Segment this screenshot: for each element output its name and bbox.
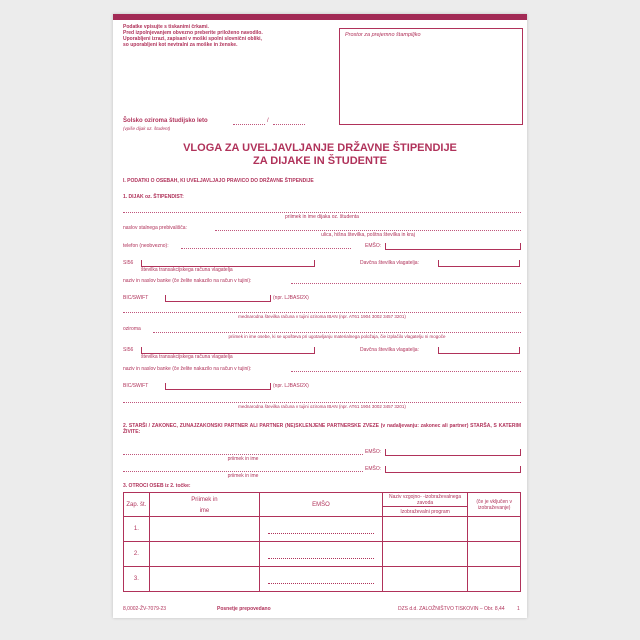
child-included-cell[interactable]	[468, 517, 521, 542]
col-header-program: Izobraževalni program	[382, 507, 468, 517]
school-year-caption: (vpiše dijak oz. študent)	[123, 126, 171, 131]
iban-field-2[interactable]	[123, 402, 521, 403]
student-emso-label: EMŠO:	[365, 243, 382, 249]
notice-line: Podatke vpisujte s tiskanimi črkami.	[123, 24, 209, 30]
or-label: oziroma	[123, 326, 141, 332]
child-school-cell[interactable]	[382, 567, 468, 592]
sis-caption-2: številka transakcijskega računa vlagatelja	[141, 354, 233, 360]
col-header-school: Naziv vzgojno- -izobraževalnega zavoda	[382, 493, 468, 507]
row-number: 3.	[124, 567, 150, 592]
section1-sub2: 2. STARŠI / ZAKONEC, ZUNAJZAKONSKI PARTNER ALI PARTNER (NE)SKLENJENE PARTNERSKE ZVEZE (v nadaljevanju: zakonec ali partner) STARŠA, S KATERIM ŽIVITE:	[123, 423, 521, 435]
parent2-emso-label: EMŠO:	[365, 466, 382, 472]
school-year-start-field[interactable]	[233, 124, 265, 125]
bank-field[interactable]	[291, 283, 521, 284]
bic-label-2: BIC/SWIFT	[123, 383, 149, 389]
parent2-emso-field[interactable]	[385, 466, 521, 473]
footer-code: 8,0002-ŽV-7079-23	[123, 606, 167, 612]
row-number: 1.	[124, 517, 150, 542]
table-row	[124, 567, 521, 592]
alt-person-field[interactable]	[153, 332, 521, 333]
notice-line: Pred izpolnjevanjem obvezno preberite priloženo navodilo.	[123, 30, 263, 36]
child-emso-cell[interactable]	[260, 517, 383, 542]
child-school-cell[interactable]	[382, 542, 468, 567]
section1-sub1: 1. DIJAK oz. ŠTIPENDIST:	[123, 194, 184, 200]
child-name-cell[interactable]	[149, 542, 259, 567]
bank-label-2: naziv in naslov banke (če želite nakazilo na račun v tujini):	[123, 366, 252, 372]
phone-label: telefon (neobvezno):	[123, 243, 169, 249]
parent1-name-field[interactable]	[123, 454, 363, 455]
parent1-emso-label: EMŠO:	[365, 449, 382, 455]
stamp-box	[339, 28, 523, 125]
iban-caption: mednarodna številka računa v tujini oziroma IBAN (npr. AT61 1904 3002 3457 3201)	[238, 314, 406, 319]
child-included-cell[interactable]	[468, 567, 521, 592]
phone-field[interactable]	[181, 248, 351, 249]
top-accent-bar	[113, 14, 527, 20]
bank-field-2[interactable]	[291, 371, 521, 372]
parent2-name-caption: priimek in ime	[227, 473, 259, 479]
notice-line: so uporabljeni kot nevtralni za moške in ženske.	[123, 42, 238, 48]
school-year-end-field[interactable]	[273, 124, 305, 125]
bic-hint-2: (npr. LJBASI2X)	[273, 383, 309, 389]
sis-account-field[interactable]	[141, 260, 315, 267]
school-year-separator: /	[267, 118, 269, 124]
school-year-label: Šolsko oziroma študijsko leto	[123, 118, 208, 124]
address-caption: ulica, hišna številka, poštna številka in kraj	[321, 232, 415, 238]
child-school-cell[interactable]	[382, 517, 468, 542]
col-header-surname: Priimek in	[149, 493, 259, 507]
alt-person-caption: priimek in ime osebe, ki se upošteva pri ugotavljanju materialnega položaja, čie izplačilo vlagatelju ni mogoče	[228, 334, 446, 339]
table-row	[124, 517, 521, 542]
bank-label: naziv in naslov banke (če želite nakazilo na račun v tujini):	[123, 278, 252, 284]
bic-hint: (npr. LJBASI2X)	[273, 295, 309, 301]
sis-label: SI56	[123, 260, 134, 266]
stamp-box-label: Prostor za prejemno štampiljko	[345, 32, 421, 38]
footer-publisher: DZS d.d. ZALOŽNIŠTVO TISKOVIN – Obr. 8,44	[398, 606, 505, 612]
student-name-caption: priimek in ime dijaka oz. študenta	[285, 214, 359, 220]
children-table	[123, 492, 521, 592]
address-label: naslov stalnega prebivališča:	[123, 225, 187, 231]
parent1-emso-field[interactable]	[385, 449, 521, 456]
instructions-notice	[123, 24, 338, 48]
bic-field[interactable]	[165, 295, 271, 302]
tax-number-label-2: Davčna številka vlagatelja:	[360, 347, 419, 353]
form-title-line1: VLOGA ZA UVELJAVLJANJE DRŽAVNE ŠTIPENDIJE	[183, 142, 457, 154]
tax-number-field[interactable]	[438, 260, 520, 267]
notice-line: Uporabljeni izrazi, zapisani v moški spolni slovnični obliki,	[123, 36, 262, 42]
table-row	[124, 542, 521, 567]
bic-label: BIC/SWIFT	[123, 295, 149, 301]
child-name-cell[interactable]	[149, 517, 259, 542]
section1-sub3: 3. OTROCI OSEB iz 2. točke:	[123, 483, 191, 489]
section1-heading: I. PODATKI O OSEBAH, KI UVELJAVLJAJO PRAVICO DO DRŽAVNE ŠTIPENDIJE	[123, 178, 314, 184]
sis-caption: številka transakcijskega računa vlagatelja	[141, 267, 233, 273]
child-emso-cell[interactable]	[260, 567, 383, 592]
footer-page-number: 1	[517, 606, 520, 612]
iban-caption-2: mednarodna številka računa v tujini oziroma IBAN (npr. AT61 1904 3002 3457 3201)	[238, 404, 406, 409]
application-form-page	[113, 14, 527, 618]
address-field[interactable]	[215, 230, 521, 231]
col-header-number: Zap. št.	[124, 493, 150, 517]
footer-no-copy: Posnetje prepovedano	[217, 606, 271, 612]
student-emso-field[interactable]	[385, 243, 521, 250]
col-header-emso: EMŠO	[260, 493, 383, 517]
child-name-cell[interactable]	[149, 567, 259, 592]
parent2-name-field[interactable]	[123, 471, 363, 472]
col-header-included: (če je vključen v izobraževanje)	[468, 493, 521, 517]
tax-number-label: Davčna številka vlagatelja:	[360, 260, 419, 266]
form-title-line2: ZA DIJAKE IN ŠTUDENTE	[252, 155, 388, 167]
iban-field[interactable]	[123, 312, 521, 313]
parent1-name-caption: priimek in ime	[227, 456, 259, 462]
child-included-cell[interactable]	[468, 542, 521, 567]
col-header-name: ime	[149, 507, 259, 517]
bic-field-2[interactable]	[165, 383, 271, 390]
sis-account-field-2[interactable]	[141, 347, 315, 354]
row-number: 2.	[124, 542, 150, 567]
student-name-field[interactable]	[123, 212, 521, 213]
tax-number-field-2[interactable]	[438, 347, 520, 354]
sis-label-2: SI56	[123, 347, 134, 353]
child-emso-cell[interactable]	[260, 542, 383, 567]
